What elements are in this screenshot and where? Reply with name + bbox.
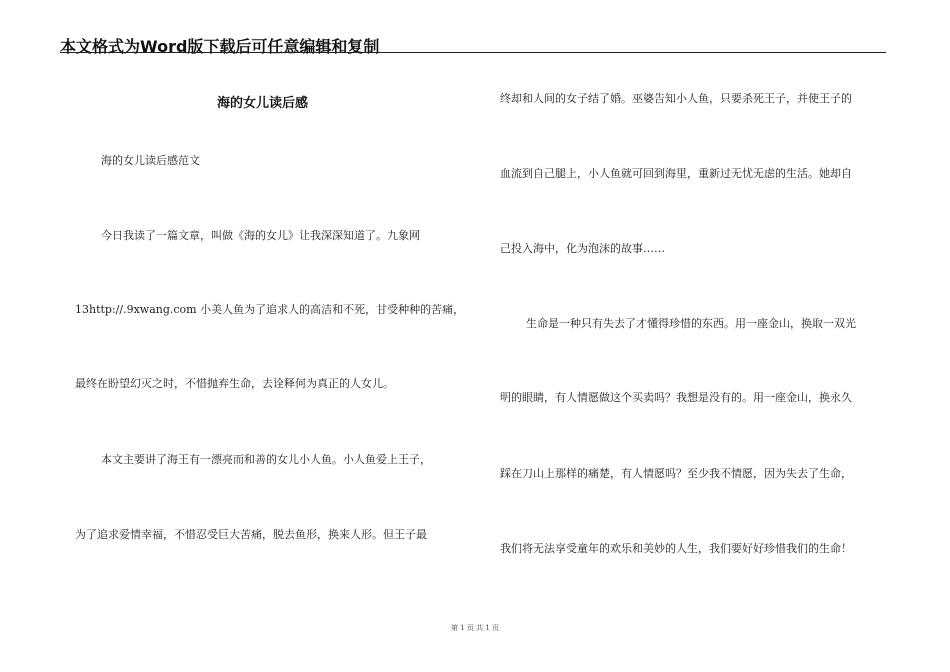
text-line: 为了追求爱情幸福，不惜忍受巨大苦痛，脱去鱼形，换来人形。但王子最	[75, 528, 427, 541]
text-line: 生命是一种只有失去了才懂得珍惜的东西。用一座金山，换取一双光	[526, 317, 856, 330]
text-line: 血流到自己腿上，小人鱼就可回到海里，重新过无忧无虑的生活。她却自	[500, 167, 852, 180]
page-footer: 第 1 页 共 1 页	[450, 624, 500, 632]
right-column	[500, 0, 895, 672]
text-line: 踩在刀山上那样的痛楚，有人情愿吗？至少我不情愿，因为失去了生命，	[500, 467, 852, 480]
text-line: 明的眼睛，有人情愿做这个买卖吗？我想是没有的。用一座金山，换永久	[500, 391, 852, 404]
text-line: 海的女儿读后感范文	[101, 154, 200, 167]
text-line: 最终在盼望幻灭之时，不惜抛弃生命，去诠释何为真正的人女儿。	[75, 377, 394, 390]
text-line: 13http://.9xwang.com 小美人鱼为了追求人的高洁和不死，甘受种种的苦痛，	[75, 303, 465, 316]
text-line: 本文主要讲了海王有一漂亮而和善的女儿小人鱼。小人鱼爱上王子，	[101, 453, 431, 466]
text-line: 己投入海中，化为泡沫的故事……	[500, 242, 665, 255]
document-title: 海的女儿读后感	[216, 96, 308, 111]
text-line: 我们将无法享受童年的欢乐和美妙的人生，我们要好好珍惜我们的生命！	[500, 542, 852, 555]
text-line: 今日我读了一篇文章，叫做《海的女儿》让我深深知道了。九象网	[101, 229, 420, 242]
left-column	[75, 0, 475, 672]
text-line: 终却和人间的女子结了婚。巫婆告知小人鱼，只要杀死王子，并使王子的	[500, 92, 852, 105]
page-header-text: 本文格式为Word版下载后可任意编辑和复制	[60, 37, 380, 56]
